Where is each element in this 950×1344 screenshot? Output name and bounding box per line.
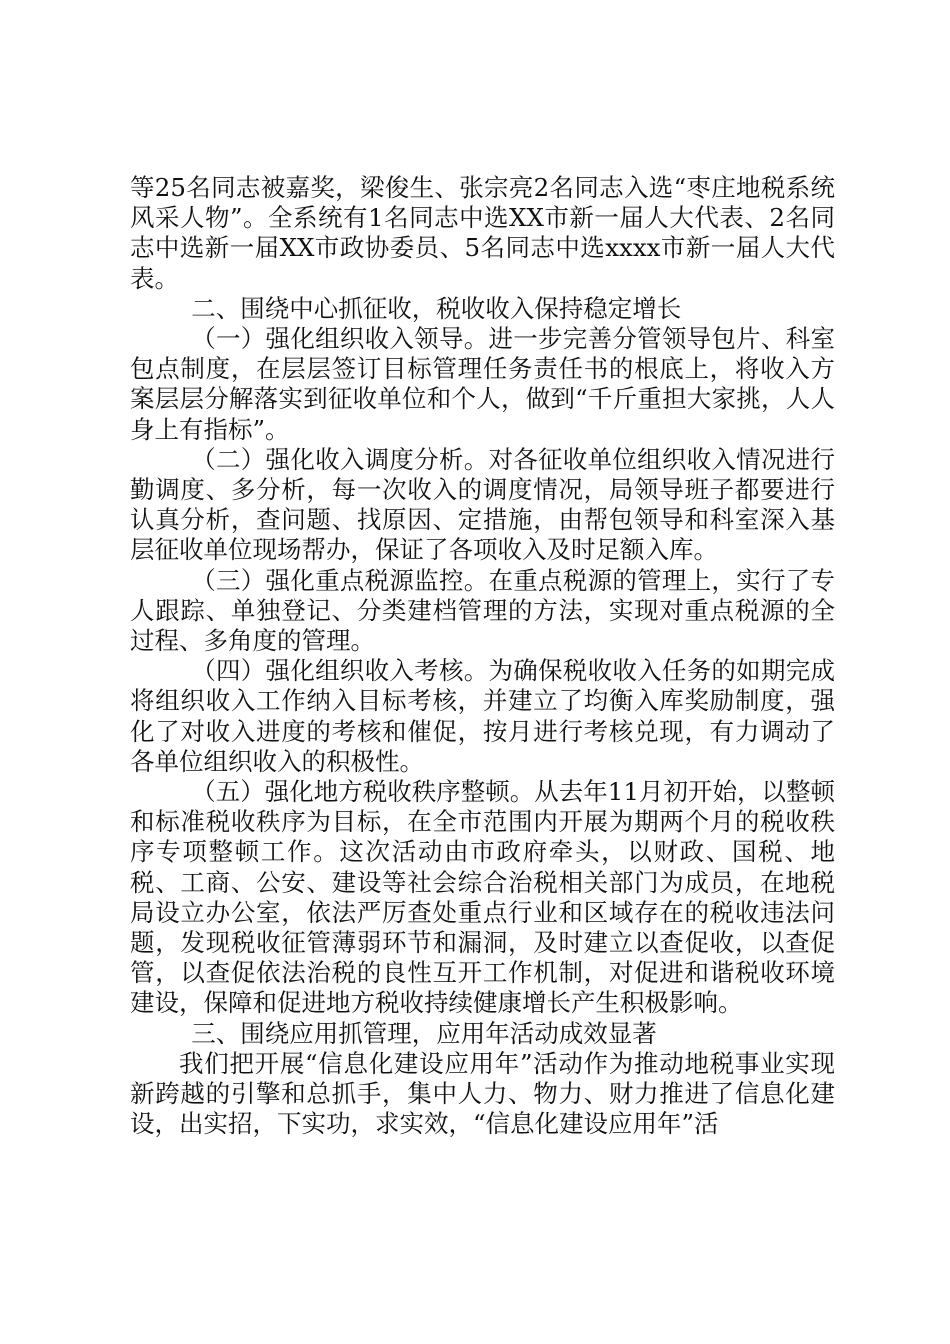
section-heading-2: 二、围绕中心抓征收，税收收入保持稳定增长 — [191, 293, 682, 323]
paragraph-awards: 等25名同志被嘉奖，梁俊生、张宗亮2名同志入选“枣庄地税系统风采人物”。全系统有1名同志中选XX市新一届人大代表、2名同志中选新一届XX市政协委员、5名同志中选xxxx市新一届人大代表。 — [130, 173, 835, 293]
document-body — [130, 173, 835, 1140]
section-heading-3: 三、围绕应用抓管理，应用年活动成效显著 — [191, 1018, 657, 1048]
paragraph-item-5: （五）强化地方税收秩序整顿。从去年11月初开始，以整顿和标准税收秩序为目标，在全市范围内开展为期两个月的税收秩序专项整顿工作。这次活动由市政府牵头，以财政、国税、地税、工商、公安、建设等社会综合治税相关部门为成员，在地税局设立办公室，依法严厉查处重点行业和区域存在的税收违法问题，发现税收征管薄弱环节和漏洞，及时建立以查促收，以查促管，以查促依法治税的良性互开工作机制，对促进和谐税收环境建设，保障和促进地方税收持续健康增长产生积极影响。 — [130, 777, 835, 1018]
paragraph-informatization: 我们把开展“信息化建设应用年”活动作为推动地税事业实现新跨越的引擎和总抓手，集中人力、物力、财力推进了信息化建设，出实招，下实功，求实效，“信息化建设应用年”活 — [130, 1048, 835, 1139]
paragraph-item-3: （三）强化重点税源监控。在重点税源的管理上，实行了专人跟踪、单独登记、分类建档管理的方法，实现对重点税源的全过程、多角度的管理。 — [130, 565, 835, 656]
paragraph-item-2: （二）强化收入调度分析。对各征收单位组织收入情况进行勤调度、多分析，每一次收入的调度情况，局领导班子都要进行认真分析，查问题、找原因、定措施，由帮包领导和科室深入基层征收单位现场帮办，保证了各项收入及时足额入库。 — [130, 444, 835, 565]
paragraph-item-1: （一）强化组织收入领导。进一步完善分管领导包片、科室包点制度，在层层签订目标管理任务责任书的根底上，将收入方案层层分解落实到征收单位和个人，做到“千斤重担大家挑，人人身上有指标”。 — [130, 324, 835, 444]
paragraph-item-4: （四）强化组织收入考核。为确保税收收入任务的如期完成将组织收入工作纳入目标考核，并建立了均衡入库奖励制度，强化了对收入进度的考核和催促，按月进行考核兑现，有力调动了各单位组织收入的积极性。 — [130, 656, 835, 776]
